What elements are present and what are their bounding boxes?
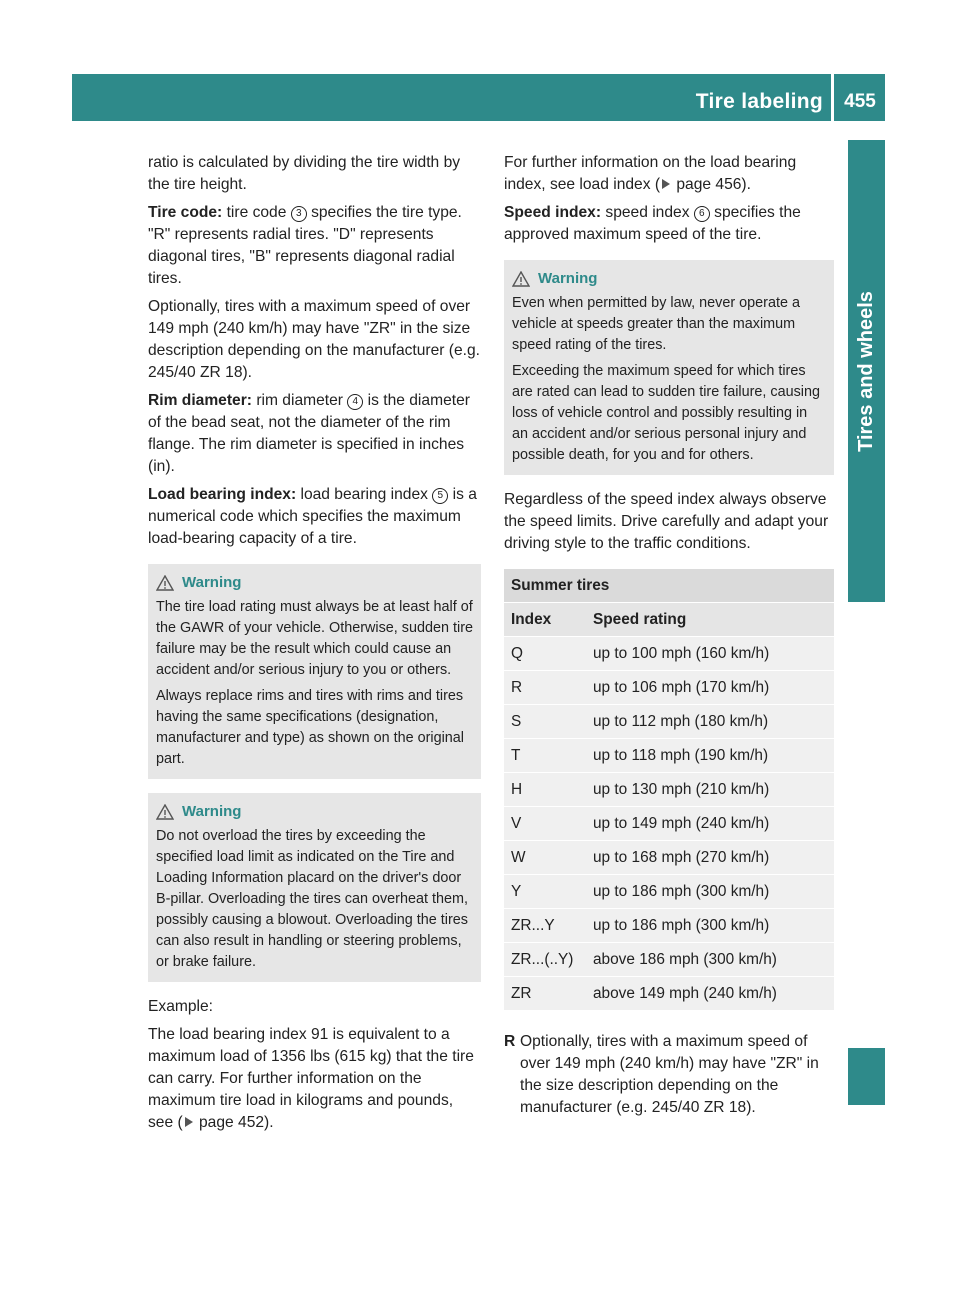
callout-3-icon: 3 <box>291 206 307 222</box>
warning-box-max-speed <box>504 260 834 475</box>
cell-index: W <box>504 841 586 875</box>
tire-code-text-pre: tire code <box>222 204 291 221</box>
cell-speed-rating: up to 130 mph (210 km/h) <box>586 773 834 807</box>
callout-4-icon: 4 <box>347 394 363 410</box>
load-text-post: is a numerical code which specifies the maximum load-bearing capacity of a tire. <box>148 486 477 547</box>
load-text-pre: load bearing index <box>296 486 433 503</box>
cell-index: R <box>504 671 586 705</box>
cell-speed-rating: above 149 mph (240 km/h) <box>586 977 834 1011</box>
table-row <box>504 671 834 705</box>
warning-box-load-rating <box>148 564 481 779</box>
warning-title: Warning <box>182 803 242 820</box>
warning-triangle-icon <box>156 804 174 820</box>
table-row <box>504 943 834 977</box>
load-index-ref-text: For further information on the load bearing index, see load index ( <box>504 154 797 193</box>
cell-index: Y <box>504 875 586 909</box>
rim-text-post: is the diameter of the bead seat, not the diameter of the rim flange. The rim diameter is specified in inches (in). <box>148 392 470 475</box>
page-reference-link[interactable]: page 452). <box>194 1114 274 1131</box>
table-row <box>504 841 834 875</box>
speed-index-label: Speed index: <box>504 204 602 221</box>
rim-text-pre: rim diameter <box>252 392 348 409</box>
cell-speed-rating: up to 112 mph (180 km/h) <box>586 705 834 739</box>
paragraph-load-index-ref <box>504 152 834 196</box>
cell-speed-rating: up to 186 mph (300 km/h) <box>586 909 834 943</box>
cell-index: V <box>504 807 586 841</box>
table-row <box>504 739 834 773</box>
page-reference-arrow-icon <box>185 1117 193 1127</box>
cell-speed-rating: up to 106 mph (170 km/h) <box>586 671 834 705</box>
warning-text: Always replace rims and tires with rims and tires having the same specifications (designation, manufacturer and type) as shown on the original part. <box>156 688 464 767</box>
warning-text: The tire load rating must always be at least half of the GAWR of your vehicle. Otherwise, sudden tire failure may be the result which could cause an accident and/or serious injury to you or others. <box>156 599 473 678</box>
paragraph-rim-diameter <box>148 390 481 478</box>
speed-text-post: specifies the approved maximum speed of the tire. <box>504 204 801 243</box>
warning-triangle-icon <box>512 271 530 287</box>
header-divider <box>831 74 834 121</box>
tire-code-text-post: specifies the tire type. "R" represents radial tires. "D" represents diagonal tires, "B" represents diagonal radial tires. <box>148 204 462 287</box>
callout-6-icon: 6 <box>694 206 710 222</box>
cell-index: H <box>504 773 586 807</box>
paragraph-ratio: ratio is calculated by dividing the tire width by the tire height. <box>148 154 461 193</box>
section-tab-label: Tires and wheels <box>855 290 877 452</box>
example-text: The load bearing index 91 is equivalent to a maximum load of 1356 lbs (615 kg) that the tire can carry. For further information on the maximum tire load in kilograms and pounds, see ( <box>148 1026 474 1131</box>
page-title: Tire labeling <box>695 90 823 113</box>
cell-speed-rating: up to 186 mph (300 km/h) <box>586 875 834 909</box>
table-row <box>504 705 834 739</box>
warning-title: Warning <box>182 574 242 591</box>
cell-index: Q <box>504 637 586 671</box>
bullet-marker: R <box>504 1033 516 1050</box>
warning-text: Do not overload the tires by exceeding the specified load limit as indicated on the Tire and Loading Information placard on the driver's door B-pillar. Overloading the tires can overheat them, possibly causing a blowout. Overloading the tires can also result in handling or steering problems, or brake failure. <box>156 828 468 970</box>
page-header <box>72 74 885 121</box>
section-tab-label-wrap <box>848 140 885 602</box>
bullet-item <box>504 1031 834 1119</box>
cell-index: ZR...(..Y) <box>504 943 586 977</box>
page-reference-link[interactable]: page 456). <box>672 176 751 193</box>
table-title: Summer tires <box>504 569 834 603</box>
cell-speed-rating: above 186 mph (300 km/h) <box>586 943 834 977</box>
load-index-label: Load bearing index: <box>148 486 297 503</box>
example-label: Example: <box>148 998 214 1015</box>
cell-index: T <box>504 739 586 773</box>
cell-index: S <box>504 705 586 739</box>
rim-diameter-label: Rim diameter: <box>148 392 252 409</box>
warning-text: Even when permitted by law, never operate a vehicle at speeds greater than the maximum speed rating of the tires. <box>512 295 800 353</box>
page-number: 455 <box>844 91 876 112</box>
table-row <box>504 909 834 943</box>
cell-speed-rating: up to 168 mph (270 km/h) <box>586 841 834 875</box>
cell-speed-rating: up to 149 mph (240 km/h) <box>586 807 834 841</box>
callout-5-icon: 5 <box>432 488 448 504</box>
table-row <box>504 637 834 671</box>
thumb-index-marker <box>848 1048 885 1105</box>
paragraph-load-index <box>148 484 481 550</box>
right-column <box>504 152 834 1119</box>
summer-tires-table <box>504 569 834 1011</box>
paragraph-speed-limits: Regardless of the speed index always observe the speed limits. Drive carefully and adapt your driving style to the traffic conditions. <box>504 491 829 552</box>
page-reference-arrow-icon <box>662 179 670 189</box>
left-column <box>148 152 481 1140</box>
cell-speed-rating: up to 100 mph (160 km/h) <box>586 637 834 671</box>
table-row <box>504 807 834 841</box>
warning-title: Warning <box>538 270 598 287</box>
tire-code-label: Tire code: <box>148 204 223 221</box>
paragraph-speed-index <box>504 202 834 246</box>
paragraph-example <box>148 1024 481 1134</box>
paragraph-optional-zr: Optionally, tires with a maximum speed of over 149 mph (240 km/h) may have "ZR" in the size description depending on the manufacturer (e.g. 245/40 ZR 18). <box>148 298 481 381</box>
table-row <box>504 875 834 909</box>
warning-text: Exceeding the maximum speed for which tires are rated can lead to sudden tire failure, causing loss of vehicle control and possibly resulting in an accident and/or serious personal injury and possible death, for you and for others. <box>512 363 820 463</box>
bullet-text: Optionally, tires with a maximum speed of over 149 mph (240 km/h) may have "ZR" in the size description depending on the manufacturer (e.g. 245/40 ZR 18). <box>520 1033 819 1116</box>
table-row <box>504 773 834 807</box>
warning-triangle-icon <box>156 575 174 591</box>
cell-index: ZR <box>504 977 586 1011</box>
column-header-index: Index <box>504 603 586 637</box>
speed-text-pre: speed index <box>601 204 694 221</box>
cell-index: ZR...Y <box>504 909 586 943</box>
paragraph-tire-code <box>148 202 481 290</box>
warning-box-overload <box>148 793 481 982</box>
table-row <box>504 977 834 1011</box>
column-header-speed-rating: Speed rating <box>586 603 834 637</box>
cell-speed-rating: up to 118 mph (190 km/h) <box>586 739 834 773</box>
